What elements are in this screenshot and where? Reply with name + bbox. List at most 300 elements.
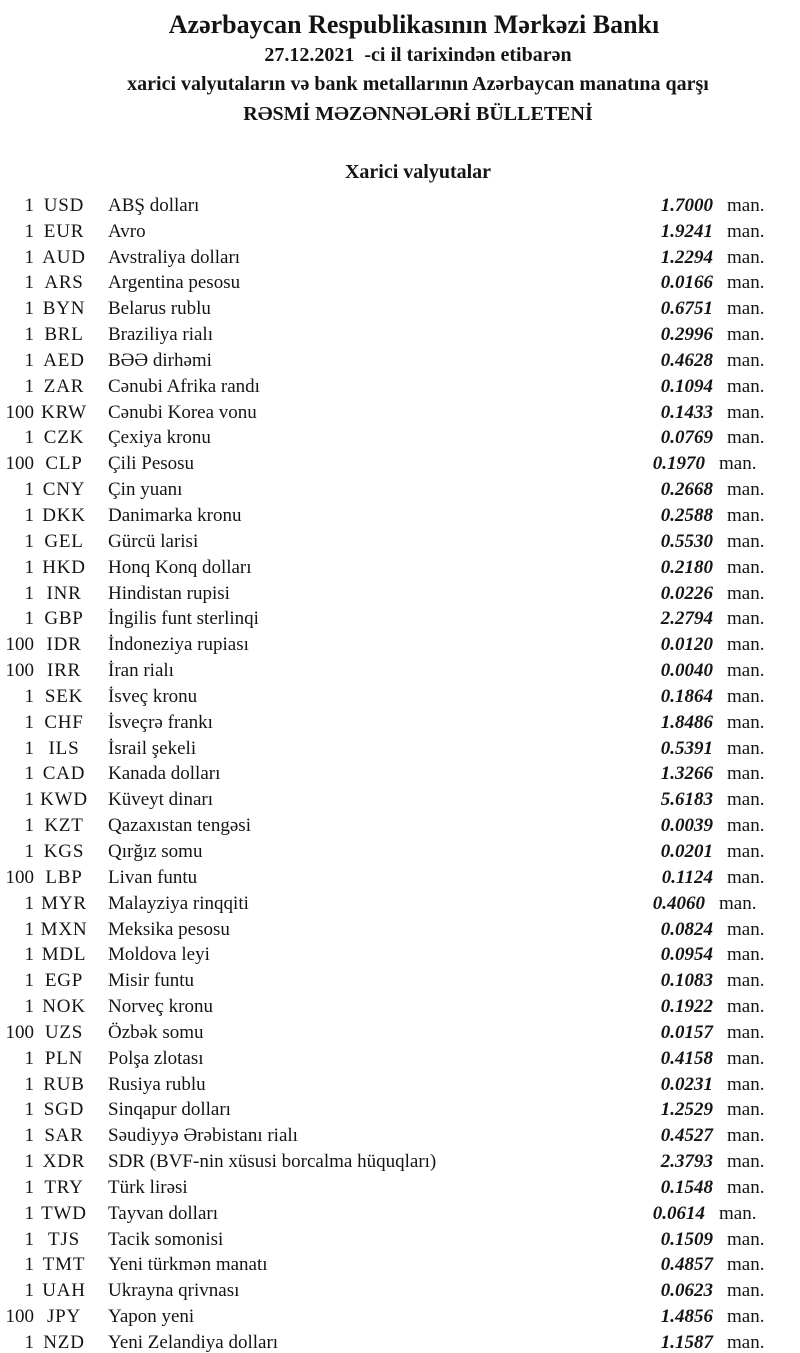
table-row	[0, 1252, 800, 1278]
rate-value: 1.4856	[660, 1306, 713, 1328]
currency-name: Gürcü larisi	[108, 530, 199, 552]
currency-name: Qazaxıstan tengəsi	[108, 815, 251, 837]
quantity-cell: 1	[24, 1151, 34, 1173]
currency-code: SGD	[43, 1099, 85, 1121]
rate-group	[646, 219, 800, 245]
table-row	[0, 1020, 800, 1046]
unit-label: man.	[727, 685, 765, 707]
unit-label: man.	[727, 246, 765, 268]
quantity-cell: 1	[24, 685, 34, 707]
currency-name: Yapon yeni	[108, 1306, 195, 1328]
table-row	[0, 1046, 800, 1072]
rate-group	[646, 736, 800, 762]
rate-value: 0.0157	[660, 1021, 713, 1043]
quantity-cell: 1	[24, 324, 34, 346]
table-row	[0, 1330, 800, 1353]
rate-group	[646, 1072, 800, 1098]
rate-group	[646, 400, 800, 426]
rate-group	[646, 1227, 800, 1253]
currency-name: Cənubi Afrika randı	[108, 375, 260, 397]
currency-code: SEK	[44, 685, 84, 707]
effective-date-line: 27.12.2021 -ci il tarixindən etibarən	[264, 44, 572, 66]
unit-label: man.	[727, 556, 765, 578]
scope-line: xarici valyutaların və bank metallarının Azərbaycan manatına qarşı	[127, 73, 709, 96]
rate-group	[646, 1175, 800, 1201]
currency-name: İsrail şekeli	[108, 737, 197, 759]
unit-label: man.	[727, 763, 765, 785]
rate-value: 0.4060	[652, 892, 705, 914]
rate-group	[646, 374, 800, 400]
rate-group	[646, 477, 800, 503]
quantity-cell: 1	[24, 815, 34, 837]
quantity-cell: 100	[5, 866, 34, 888]
unit-label: man.	[727, 582, 765, 604]
currency-name: Ukrayna qrivnası	[108, 1280, 240, 1302]
unit-label: man.	[727, 530, 765, 552]
rate-value: 0.0769	[660, 427, 713, 449]
table-row	[0, 245, 800, 271]
currency-code: EUR	[43, 220, 85, 242]
currency-code: HKD	[42, 556, 86, 578]
unit-label: man.	[727, 1047, 765, 1069]
quantity-cell: 1	[24, 840, 34, 862]
quantity-cell: 1	[24, 1254, 34, 1276]
table-row	[0, 270, 800, 296]
quantity-cell: 1	[24, 918, 34, 940]
rate-value: 0.2996	[660, 324, 713, 346]
rates-table	[0, 193, 800, 1353]
currency-code: BRL	[44, 324, 84, 346]
currency-name: İngilis funt sterlinqi	[108, 608, 259, 630]
currency-code: ARS	[44, 272, 84, 294]
table-row	[0, 761, 800, 787]
quantity-cell: 1	[24, 349, 34, 371]
rate-value: 0.1124	[661, 866, 713, 888]
rate-group	[646, 503, 800, 529]
currency-code: JPY	[46, 1306, 82, 1328]
currency-code: NOK	[42, 996, 86, 1018]
unit-label: man.	[719, 453, 757, 475]
rate-value: 0.1094	[660, 375, 713, 397]
quantity-cell: 1	[24, 892, 34, 914]
quantity-cell: 1	[24, 944, 34, 966]
currency-code: INR	[46, 582, 82, 604]
table-row	[0, 1304, 800, 1330]
currency-code: XDR	[42, 1151, 86, 1173]
rate-group	[646, 1046, 800, 1072]
currency-code: IDR	[46, 634, 82, 656]
rate-value: 0.2588	[660, 505, 713, 527]
currency-code: TWD	[41, 1202, 87, 1224]
unit-label: man.	[727, 324, 765, 346]
rate-value: 2.2794	[660, 608, 713, 630]
rate-value: 0.4527	[660, 1125, 713, 1147]
currency-name: Malayziya rinqqiti	[108, 892, 249, 914]
currency-name: Avstraliya dolları	[108, 246, 241, 268]
table-row	[0, 865, 800, 891]
rate-value: 0.4628	[660, 349, 713, 371]
rate-group	[646, 529, 800, 555]
rate-value: 0.2180	[660, 556, 713, 578]
currency-code: AED	[43, 349, 85, 371]
currency-name: Çili Pesosu	[108, 453, 195, 475]
quantity-cell: 1	[24, 711, 34, 733]
currency-name: Meksika pesosu	[108, 918, 230, 940]
unit-label: man.	[727, 1176, 765, 1198]
quantity-cell: 1	[24, 530, 34, 552]
quantity-cell: 100	[5, 1021, 34, 1043]
quantity-cell: 1	[24, 763, 34, 785]
quantity-cell: 1	[24, 1280, 34, 1302]
rate-value: 0.0039	[660, 815, 713, 837]
currency-code: AUD	[42, 246, 86, 268]
currency-code: KWD	[40, 789, 88, 811]
quantity-cell: 1	[24, 1047, 34, 1069]
rate-value: 0.1548	[660, 1176, 713, 1198]
currency-name: Tayvan dolları	[108, 1202, 218, 1224]
quantity-cell: 1	[24, 1099, 34, 1121]
unit-label: man.	[727, 970, 765, 992]
rate-value: 0.1083	[660, 970, 713, 992]
unit-label: man.	[727, 272, 765, 294]
currency-code: IRR	[46, 660, 82, 682]
currency-name: Avro	[108, 220, 146, 242]
currency-code: ILS	[48, 737, 80, 759]
quantity-cell: 1	[24, 1228, 34, 1250]
quantity-cell: 1	[24, 608, 34, 630]
rate-value: 0.2668	[660, 479, 713, 501]
unit-label: man.	[727, 298, 765, 320]
currency-code: CZK	[43, 427, 85, 449]
quantity-cell: 1	[24, 375, 34, 397]
rate-group	[646, 1123, 800, 1149]
rate-group	[646, 1020, 800, 1046]
currency-name: Misir funtu	[108, 970, 195, 992]
table-row	[0, 968, 800, 994]
currency-code: TMT	[42, 1254, 86, 1276]
table-row	[0, 1123, 800, 1149]
rate-group	[646, 994, 800, 1020]
unit-label: man.	[727, 1125, 765, 1147]
table-row	[0, 891, 800, 917]
currency-code: UAH	[42, 1280, 86, 1302]
table-row	[0, 1201, 800, 1227]
quantity-cell: 1	[24, 427, 34, 449]
rate-value: 0.1509	[660, 1228, 713, 1250]
rate-value: 1.1587	[660, 1332, 713, 1353]
rate-value: 1.7000	[660, 194, 713, 216]
currency-code: GEL	[44, 530, 84, 552]
unit-label: man.	[719, 1202, 757, 1224]
rate-value: 0.4857	[660, 1254, 713, 1276]
unit-label: man.	[727, 220, 765, 242]
rate-group	[646, 322, 800, 348]
table-row	[0, 710, 800, 736]
rate-group	[646, 813, 800, 839]
quantity-cell: 1	[24, 582, 34, 604]
table-row	[0, 1149, 800, 1175]
unit-label: man.	[727, 1151, 765, 1173]
rate-value: 1.2529	[660, 1099, 713, 1121]
rate-group	[646, 761, 800, 787]
table-row	[0, 839, 800, 865]
rate-group	[646, 348, 800, 374]
rate-value: 0.0623	[660, 1280, 713, 1302]
rate-group	[646, 787, 800, 813]
currency-name: Danimarka kronu	[108, 505, 242, 527]
table-row	[0, 193, 800, 219]
currency-name: İran rialı	[108, 660, 174, 682]
quantity-cell: 1	[24, 789, 34, 811]
quantity-cell: 1	[24, 556, 34, 578]
unit-label: man.	[727, 737, 765, 759]
quantity-cell: 1	[24, 1073, 34, 1095]
currency-name: Yeni Zelandiya dolları	[108, 1332, 279, 1353]
unit-label: man.	[727, 427, 765, 449]
quantity-cell: 1	[24, 479, 34, 501]
rate-group	[638, 1201, 792, 1227]
rate-group	[646, 710, 800, 736]
quantity-cell: 100	[5, 401, 34, 423]
unit-label: man.	[727, 194, 765, 216]
rate-group	[646, 1278, 800, 1304]
rate-group	[646, 1252, 800, 1278]
rate-group	[646, 1097, 800, 1123]
table-row	[0, 296, 800, 322]
currency-code: USD	[43, 194, 85, 216]
rate-group	[646, 917, 800, 943]
quantity-cell: 1	[24, 220, 34, 242]
table-row	[0, 994, 800, 1020]
bank-title: Azərbaycan Respublikasının Mərkəzi Bankı	[168, 10, 660, 39]
currency-code: MDL	[41, 944, 87, 966]
unit-label: man.	[727, 660, 765, 682]
currency-code: EGP	[44, 970, 84, 992]
table-row	[0, 917, 800, 943]
currency-name: Çexiya kronu	[108, 427, 211, 449]
quantity-cell: 1	[24, 970, 34, 992]
rate-value: 0.0166	[660, 272, 713, 294]
rate-group	[646, 658, 800, 684]
currency-code: SAR	[44, 1125, 84, 1147]
table-row	[0, 374, 800, 400]
quantity-cell: 1	[24, 1125, 34, 1147]
unit-label: man.	[727, 840, 765, 862]
table-row	[0, 1072, 800, 1098]
rate-value: 2.3793	[660, 1151, 713, 1173]
table-row	[0, 322, 800, 348]
rate-group	[646, 1330, 800, 1353]
quantity-cell: 1	[24, 1202, 34, 1224]
rate-value: 0.0614	[652, 1202, 705, 1224]
rate-group	[646, 865, 800, 891]
currency-name: Livan funtu	[108, 866, 198, 888]
table-row	[0, 451, 800, 477]
currency-code: GBP	[44, 608, 84, 630]
unit-label: man.	[727, 401, 765, 423]
quantity-cell: 100	[5, 660, 34, 682]
table-row	[0, 425, 800, 451]
unit-label: man.	[727, 815, 765, 837]
rate-value: 0.6751	[660, 298, 713, 320]
table-row	[0, 813, 800, 839]
currency-code: CLP	[45, 453, 83, 475]
currency-code: MXN	[40, 918, 88, 940]
currency-code: RUB	[43, 1073, 85, 1095]
rate-group	[646, 632, 800, 658]
unit-label: man.	[727, 1228, 765, 1250]
quantity-cell: 1	[24, 505, 34, 527]
rate-group	[646, 1149, 800, 1175]
table-row	[0, 1278, 800, 1304]
rate-value: 0.0040	[660, 660, 713, 682]
quantity-cell: 1	[24, 246, 34, 268]
table-row	[0, 632, 800, 658]
table-row	[0, 581, 800, 607]
quantity-cell: 100	[5, 634, 34, 656]
rate-value: 0.0954	[660, 944, 713, 966]
currency-code: MYR	[41, 892, 87, 914]
rate-group	[646, 606, 800, 632]
currency-name: Rusiya rublu	[108, 1073, 206, 1095]
currency-name: BƏƏ dirhəmi	[108, 349, 212, 371]
rate-group	[646, 296, 800, 322]
rate-value: 0.0201	[660, 840, 713, 862]
currency-name: Cənubi Korea vonu	[108, 401, 257, 423]
unit-label: man.	[727, 375, 765, 397]
table-row	[0, 219, 800, 245]
table-row	[0, 477, 800, 503]
rate-group	[646, 684, 800, 710]
unit-label: man.	[727, 1332, 765, 1353]
unit-label: man.	[727, 1254, 765, 1276]
table-row	[0, 684, 800, 710]
quantity-cell: 1	[24, 1176, 34, 1198]
unit-label: man.	[727, 1306, 765, 1328]
unit-label: man.	[727, 505, 765, 527]
rate-value: 0.0120	[660, 634, 713, 656]
rate-value: 0.1970	[652, 453, 705, 475]
currency-name: Belarus rublu	[108, 298, 211, 320]
bulletin-title-line: RƏSMİ MƏZƏNNƏLƏRİ BÜLLETENİ	[243, 102, 593, 125]
rate-group	[646, 425, 800, 451]
currency-code: CAD	[42, 763, 86, 785]
currency-name: Polşa zlotası	[108, 1047, 204, 1069]
rate-group	[646, 968, 800, 994]
currency-name: Hindistan rupisi	[108, 582, 230, 604]
rate-group	[646, 942, 800, 968]
rate-value: 0.1922	[660, 996, 713, 1018]
currency-code: UZS	[44, 1021, 84, 1043]
currency-name: Çin yuanı	[108, 479, 183, 501]
rate-value: 0.5391	[660, 737, 713, 759]
rate-group	[646, 555, 800, 581]
currency-name: Türk lirəsi	[108, 1176, 188, 1198]
bulletin-header	[0, 0, 800, 129]
unit-label: man.	[727, 479, 765, 501]
currency-code: KGS	[43, 840, 85, 862]
table-row	[0, 1175, 800, 1201]
rate-group	[638, 891, 792, 917]
currency-name: ABŞ dolları	[108, 194, 200, 216]
table-row	[0, 736, 800, 762]
currency-code: BYN	[42, 298, 86, 320]
rate-value: 0.1433	[660, 401, 713, 423]
quantity-cell: 1	[24, 272, 34, 294]
currency-name: Yeni türkmən manatı	[108, 1254, 268, 1276]
rate-value: 0.0231	[660, 1073, 713, 1095]
rate-value: 1.3266	[660, 763, 713, 785]
currency-name: Özbək somu	[108, 1021, 204, 1043]
unit-label: man.	[719, 892, 757, 914]
currency-code: PLN	[44, 1047, 84, 1069]
currency-name: Kanada dolları	[108, 763, 221, 785]
currency-code: KRW	[41, 401, 87, 423]
table-row	[0, 348, 800, 374]
rate-value: 0.0824	[660, 918, 713, 940]
table-row	[0, 503, 800, 529]
table-row	[0, 787, 800, 813]
quantity-cell: 100	[5, 1306, 34, 1328]
currency-code: CHF	[44, 711, 84, 733]
quantity-cell: 1	[24, 194, 34, 216]
currency-code: KZT	[44, 815, 84, 837]
rate-value: 0.0226	[660, 582, 713, 604]
table-row	[0, 658, 800, 684]
rate-group	[646, 193, 800, 219]
rate-value: 0.5530	[660, 530, 713, 552]
currency-code: LBP	[45, 866, 83, 888]
currency-name: Qırğız somu	[108, 840, 203, 862]
rate-value: 1.8486	[660, 711, 713, 733]
rate-value: 1.9241	[660, 220, 713, 242]
currency-name: Səudiyyə Ərəbistanı rialı	[108, 1125, 298, 1147]
table-row	[0, 400, 800, 426]
currency-code: NZD	[43, 1332, 85, 1353]
unit-label: man.	[727, 349, 765, 371]
unit-label: man.	[727, 608, 765, 630]
currency-name: Norveç kronu	[108, 996, 213, 1018]
quantity-cell: 1	[24, 996, 34, 1018]
currency-name: İndoneziya rupiası	[108, 634, 249, 656]
table-row	[0, 1227, 800, 1253]
quantity-cell: 1	[24, 1332, 34, 1353]
currency-name: Argentina pesosu	[108, 272, 241, 294]
unit-label: man.	[727, 1280, 765, 1302]
currency-name: Honq Konq dolları	[108, 556, 252, 578]
currency-name: Braziliya rialı	[108, 324, 213, 346]
currency-name: Tacik somonisi	[108, 1228, 224, 1250]
unit-label: man.	[727, 944, 765, 966]
unit-label: man.	[727, 789, 765, 811]
unit-label: man.	[727, 1021, 765, 1043]
currency-name: İsveç kronu	[108, 685, 198, 707]
currency-name: Küveyt dinarı	[108, 789, 214, 811]
table-row	[0, 942, 800, 968]
unit-label: man.	[727, 1099, 765, 1121]
table-row	[0, 606, 800, 632]
currency-code: TRY	[44, 1176, 84, 1198]
rate-group	[646, 839, 800, 865]
currency-code: CNY	[42, 479, 86, 501]
currency-name: İsveçrə frankı	[108, 711, 213, 733]
quantity-cell: 1	[24, 737, 34, 759]
rate-value: 0.4158	[660, 1047, 713, 1069]
unit-label: man.	[727, 866, 765, 888]
table-row	[0, 555, 800, 581]
rate-group	[646, 581, 800, 607]
unit-label: man.	[727, 711, 765, 733]
